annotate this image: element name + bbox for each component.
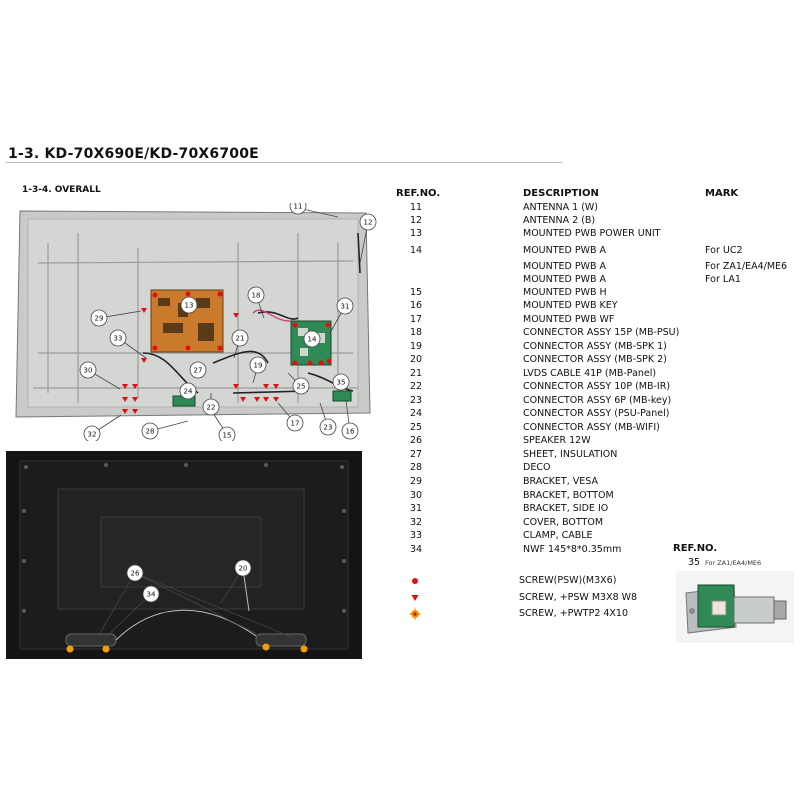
callout-24: 24 bbox=[183, 387, 193, 396]
table-row: 13 MOUNTED PWB POWER UNIT bbox=[410, 228, 661, 239]
page-title: 1-3. KD-70X690E/KD-70X6700E bbox=[8, 146, 259, 162]
callout-22: 22 bbox=[206, 403, 216, 412]
col-header-description: DESCRIPTION bbox=[523, 188, 599, 199]
legend-row: SCREW, +PSW M3X8 W8 bbox=[400, 591, 700, 605]
table-row: MOUNTED PWB A For ZA1/EA4/ME6 bbox=[523, 261, 788, 272]
callout-26: 26 bbox=[130, 569, 140, 578]
red-dot-icon bbox=[408, 574, 422, 588]
table-row: 22 CONNECTOR ASSY 10P (MB-IR) bbox=[410, 381, 671, 392]
table-row: 16 MOUNTED PWB KEY bbox=[410, 300, 618, 311]
tuner-board-image bbox=[676, 571, 794, 643]
table-row: 32 COVER, BOTTOM bbox=[410, 517, 604, 528]
callout-35: 35 bbox=[336, 378, 346, 387]
callout-29: 29 bbox=[94, 314, 104, 323]
table-row: 31 BRACKET, SIDE IO bbox=[410, 503, 609, 514]
title-divider bbox=[6, 162, 562, 163]
callout-27: 27 bbox=[193, 366, 203, 375]
table-row: 21 LVDS CABLE 41P (MB-Panel) bbox=[410, 368, 657, 379]
callout-14: 14 bbox=[307, 335, 317, 344]
callout-13: 13 bbox=[184, 301, 194, 310]
table-row: 30 BRACKET, BOTTOM bbox=[410, 490, 614, 501]
callout-25: 25 bbox=[296, 382, 306, 391]
table-row: 20 CONNECTOR ASSY (MB-SPK 2) bbox=[410, 354, 667, 365]
callout-32: 32 bbox=[87, 430, 97, 439]
table-row: 29 BRACKET, VESA bbox=[410, 476, 598, 487]
table-row: 12 ANTENNA 2 (B) bbox=[410, 215, 596, 226]
table-row: 23 CONNECTOR ASSY 6P (MB-key) bbox=[410, 395, 672, 406]
table-row: 28 DECO bbox=[410, 462, 551, 473]
extra-ref-number: 35 bbox=[688, 557, 701, 568]
red-triangle-icon bbox=[408, 591, 422, 605]
col-header-ref: REF.NO. bbox=[396, 188, 441, 199]
legend-row: SCREW(PSW)(M3X6) bbox=[400, 574, 700, 588]
table-row: 27 SHEET, INSULATION bbox=[410, 449, 618, 460]
extra-ref-mark: For ZA1/EA4/ME6 bbox=[705, 559, 762, 567]
callout-30: 30 bbox=[83, 366, 93, 375]
table-row: 33 CLAMP, CABLE bbox=[410, 530, 593, 541]
table-row: 34 NWF 145*8*0.35mm bbox=[410, 544, 622, 555]
extra-ref-header: REF.NO. bbox=[673, 543, 718, 554]
callout-23: 23 bbox=[323, 423, 333, 432]
table-row: 18 CONNECTOR ASSY 15P (MB-PSU) bbox=[410, 327, 680, 338]
table-row: 15 MOUNTED PWB H bbox=[410, 287, 607, 298]
table-row: 11 ANTENNA 1 (W) bbox=[410, 202, 599, 213]
table-row: 24 CONNECTOR ASSY (PSU-Panel) bbox=[410, 408, 670, 419]
table-row: 17 MOUNTED PWB WF bbox=[410, 314, 615, 325]
col-header-mark: MARK bbox=[705, 188, 739, 199]
table-row: 25 CONNECTOR ASSY (MB-WIFI) bbox=[410, 422, 660, 433]
callout-21: 21 bbox=[235, 334, 245, 343]
callout-15: 15 bbox=[222, 431, 232, 440]
callout-28: 28 bbox=[145, 427, 155, 436]
callout-12: 12 bbox=[363, 218, 373, 227]
table-row: MOUNTED PWB A For LA1 bbox=[523, 274, 741, 285]
table-row: 19 CONNECTOR ASSY (MB-SPK 1) bbox=[410, 341, 667, 352]
legend-row: SCREW, +PWTP2 4X10 bbox=[400, 607, 700, 621]
callout-16: 16 bbox=[345, 427, 355, 436]
callout-33: 33 bbox=[113, 334, 123, 343]
callout-11: 11 bbox=[293, 203, 303, 211]
callout-17: 17 bbox=[290, 419, 300, 428]
callout-20: 20 bbox=[238, 564, 248, 573]
callout-19: 19 bbox=[253, 361, 263, 370]
callout-34: 34 bbox=[146, 590, 156, 599]
orange-burst-icon bbox=[408, 607, 422, 621]
callout-18: 18 bbox=[251, 291, 261, 300]
callout-31: 31 bbox=[340, 302, 350, 311]
table-row: 26 SPEAKER 12W bbox=[410, 435, 591, 446]
section-title: 1-3-4. OVERALL bbox=[22, 185, 101, 195]
table-row: 14 MOUNTED PWB A For UC2 bbox=[410, 245, 743, 256]
